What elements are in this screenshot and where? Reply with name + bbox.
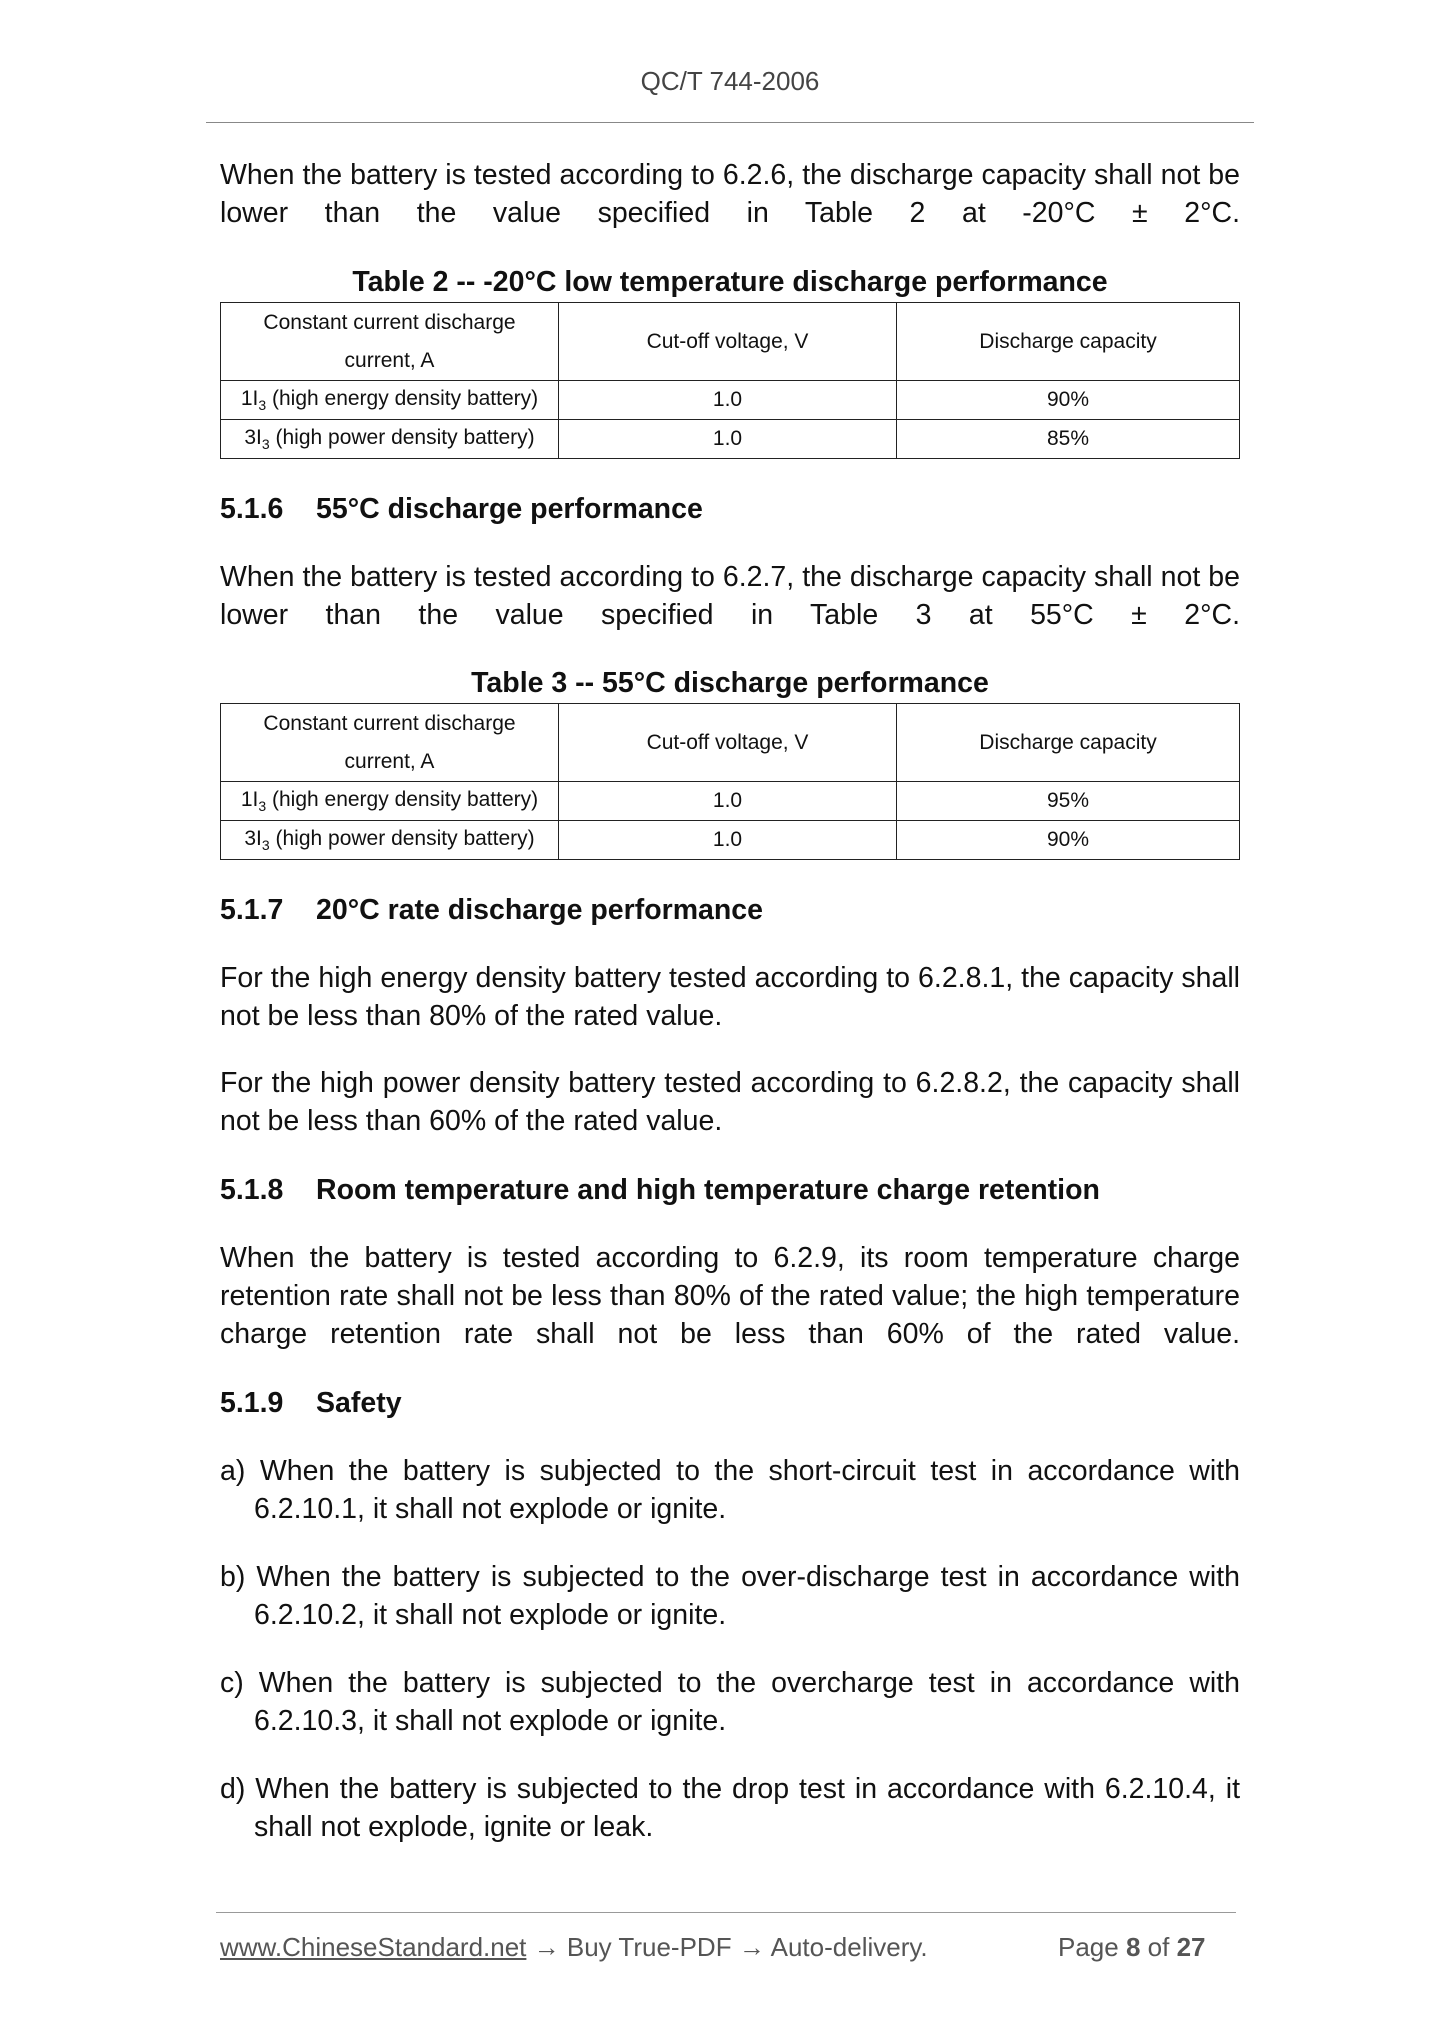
section-heading-518: 5.1.8 Room temperature and high temperature charge retention	[220, 1174, 1100, 1206]
section-516-paragraph: When the battery is tested according to 6.2.7, the discharge capacity shall not be lower than the value specified in Table 3 at 55°C ± 2°C.	[220, 561, 1240, 631]
current-page: 8	[1125, 1932, 1141, 1962]
list-item: a) When the battery is subjected to the short-circuit test in accordance with 6.2.10.1, it shall not explode or ignite.	[220, 1455, 1240, 1525]
table3-row2-capacity: 90%	[897, 821, 1240, 860]
table3-row2-voltage: 1.0	[559, 821, 897, 860]
footer-promo	[220, 1932, 928, 1963]
total-pages: 27	[1176, 1932, 1206, 1962]
table2-row1-capacity: 90%	[897, 381, 1240, 420]
table2	[220, 302, 1240, 459]
table3-header-capacity: Discharge capacity	[897, 704, 1240, 782]
arrow-right-icon: →	[533, 1932, 560, 1962]
section-517-paragraph-2: For the high power density battery tested according to 6.2.8.2, the capacity shall not be less than 60% of the rated value.	[220, 1067, 1240, 1137]
table2-row2-current: $3I_3$ (high power density battery)	[221, 420, 559, 459]
header-divider	[206, 122, 1254, 123]
section-heading-516: 5.1.6 55°C discharge performance	[220, 493, 703, 525]
intro-text: When the battery is tested according to 6.2.6, the discharge capacity shall not be lower than the value specified in Table 2 at -20°C ± 2°C.	[220, 159, 1240, 229]
table3-row2-current: $3I_3$ (high power density battery)	[221, 821, 559, 860]
table2-title: Table 2 -- -20°C low temperature discharge performance	[352, 266, 1108, 298]
list-item: c) When the battery is subjected to the overcharge test in accordance with 6.2.10.3, it shall not explode or ignite.	[220, 1667, 1240, 1737]
table2-row2-voltage: 1.0	[559, 420, 897, 459]
table-row	[221, 420, 1240, 459]
document-header: QC/T 744-2006	[640, 66, 820, 96]
table3-row1-capacity: 95%	[897, 782, 1240, 821]
table3	[220, 703, 1240, 860]
auto-delivery-text: Auto-delivery.	[770, 1932, 928, 1962]
table2-row1-current: $1I_3$ (high energy density battery)	[221, 381, 559, 420]
table3-row1-voltage: 1.0	[559, 782, 897, 821]
table2-row2-capacity: 85%	[897, 420, 1240, 459]
table2-header-row	[221, 303, 1240, 381]
arrow-right-icon: →	[738, 1932, 765, 1962]
section-heading-517: 5.1.7 20°C rate discharge performance	[220, 894, 763, 926]
table2-header-current: Constant current discharge current, A	[221, 303, 559, 381]
page-number: Page 8 of 27	[1058, 1932, 1206, 1962]
table-row	[221, 381, 1240, 420]
list-item: d) When the battery is subjected to the drop test in accordance with 6.2.10.4, it shall not explode, ignite or leak.	[220, 1773, 1240, 1843]
section-heading-519: 5.1.9 Safety	[220, 1387, 402, 1419]
buy-pdf-text: Buy True-PDF	[566, 1932, 732, 1962]
intro-paragraph	[220, 156, 1240, 232]
table3-title: Table 3 -- 55°C discharge performance	[471, 667, 989, 699]
table3-row1-current: $1I_3$ (high energy density battery)	[221, 782, 559, 821]
website-link[interactable]: www.ChineseStandard.net	[220, 1932, 527, 1962]
table-row	[221, 821, 1240, 860]
table2-header-voltage: Cut-off voltage, V	[559, 303, 897, 381]
table3-header-row	[221, 704, 1240, 782]
footer-divider	[216, 1912, 1236, 1913]
section-518-paragraph: When the battery is tested according to 6.2.9, its room temperature charge retention rate shall not be less than 80% of the rated value; the high temperature charge retention rate shall not be less than 60% of the rated value.	[220, 1242, 1240, 1350]
table3-header-current: Constant current discharge current, A	[221, 704, 559, 782]
table-row	[221, 782, 1240, 821]
list-item: b) When the battery is subjected to the over-discharge test in accordance with 6.2.10.2, it shall not explode or ignite.	[220, 1561, 1240, 1631]
table2-header-capacity: Discharge capacity	[897, 303, 1240, 381]
table2-row1-voltage: 1.0	[559, 381, 897, 420]
table3-header-voltage: Cut-off voltage, V	[559, 704, 897, 782]
section-517-paragraph-1: For the high energy density battery tested according to 6.2.8.1, the capacity shall not be less than 80% of the rated value.	[220, 962, 1240, 1032]
